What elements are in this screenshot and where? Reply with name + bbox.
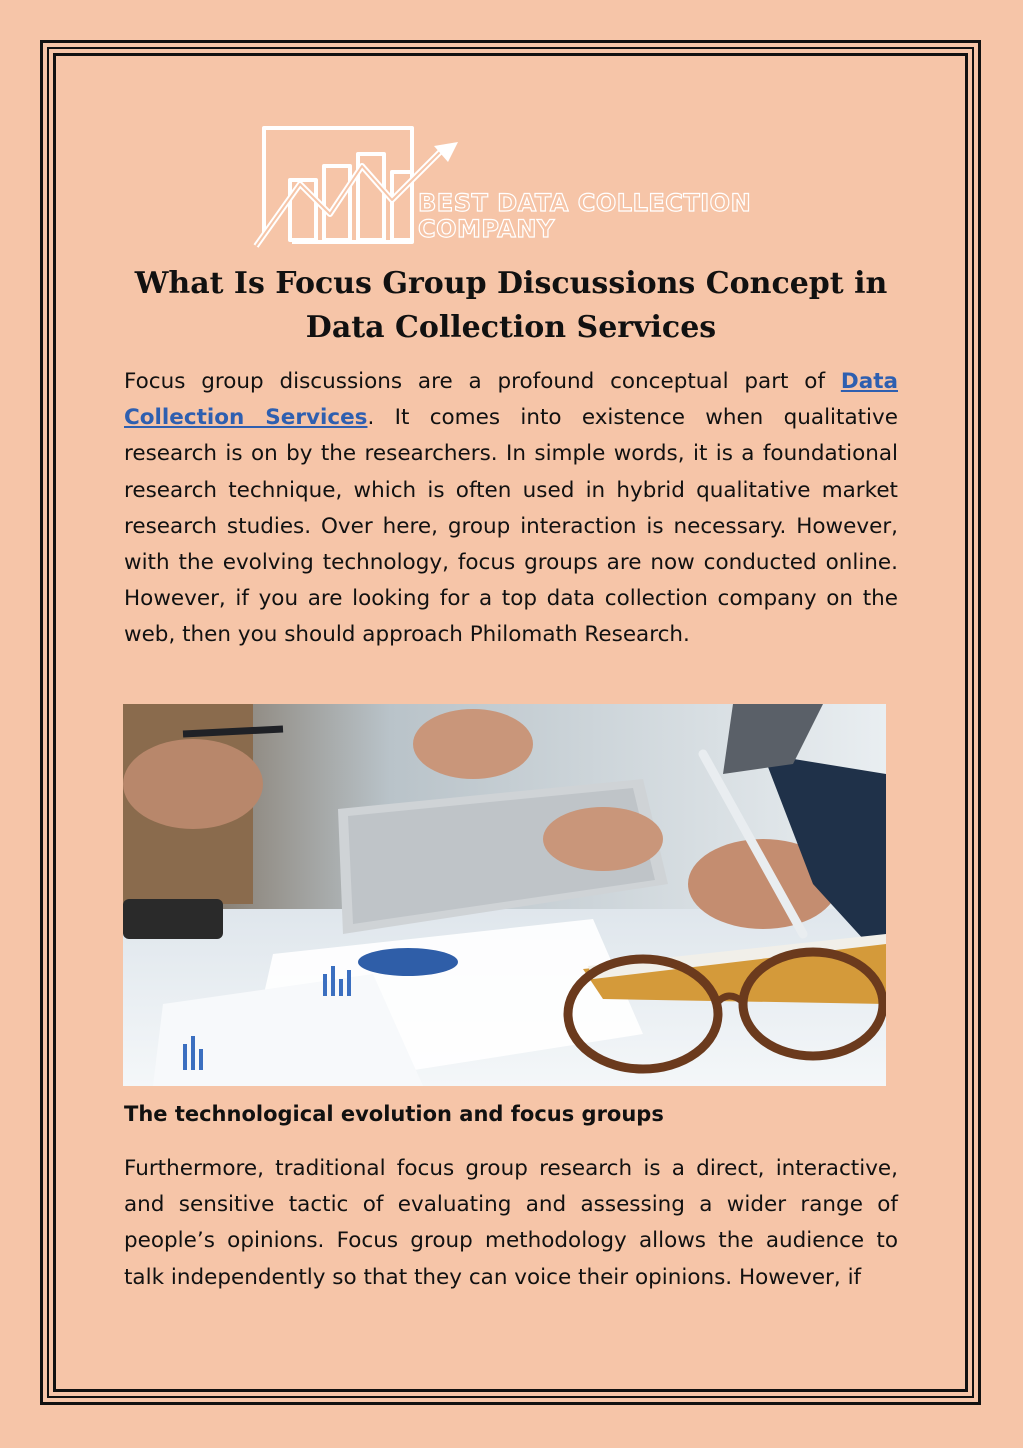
intro-text-start: Focus group discussions are a profound conceptual part of xyxy=(124,369,841,394)
intro-paragraph xyxy=(124,364,898,654)
focus-group-photo xyxy=(123,704,886,1086)
intro-text-end: . It comes into existence when qualitative research is on by the researchers. In simple words, it is a foundational research technique, which is often used in hybrid qualitative market research studies. Over here, group interaction is necessary. However, with the evolving technology, focus groups are now conducted online. However, if you are looking for a top data collection company on the web, then you should approach Philomath Research. xyxy=(124,405,898,648)
logo-line-1: BEST DATA COLLECTION xyxy=(418,189,752,217)
data-collection-services-link[interactable]: Data Collection Services xyxy=(124,369,898,431)
logo-wordmark xyxy=(418,190,751,242)
section-heading: The technological evolution and focus groups xyxy=(124,1102,664,1126)
page-title: What Is Focus Group Discussions Concept in Data Collection Services xyxy=(134,266,888,345)
section-paragraph: Furthermore, traditional focus group research is a direct, interactive, and sensitive tactic of evaluating and assessing a wider range of people’s opinions. Focus group methodology allows the audience to talk independently so that they can voice their opinions. However, if xyxy=(124,1156,898,1290)
company-logo xyxy=(252,122,772,250)
logo-line-2: COMPANY xyxy=(418,215,555,243)
